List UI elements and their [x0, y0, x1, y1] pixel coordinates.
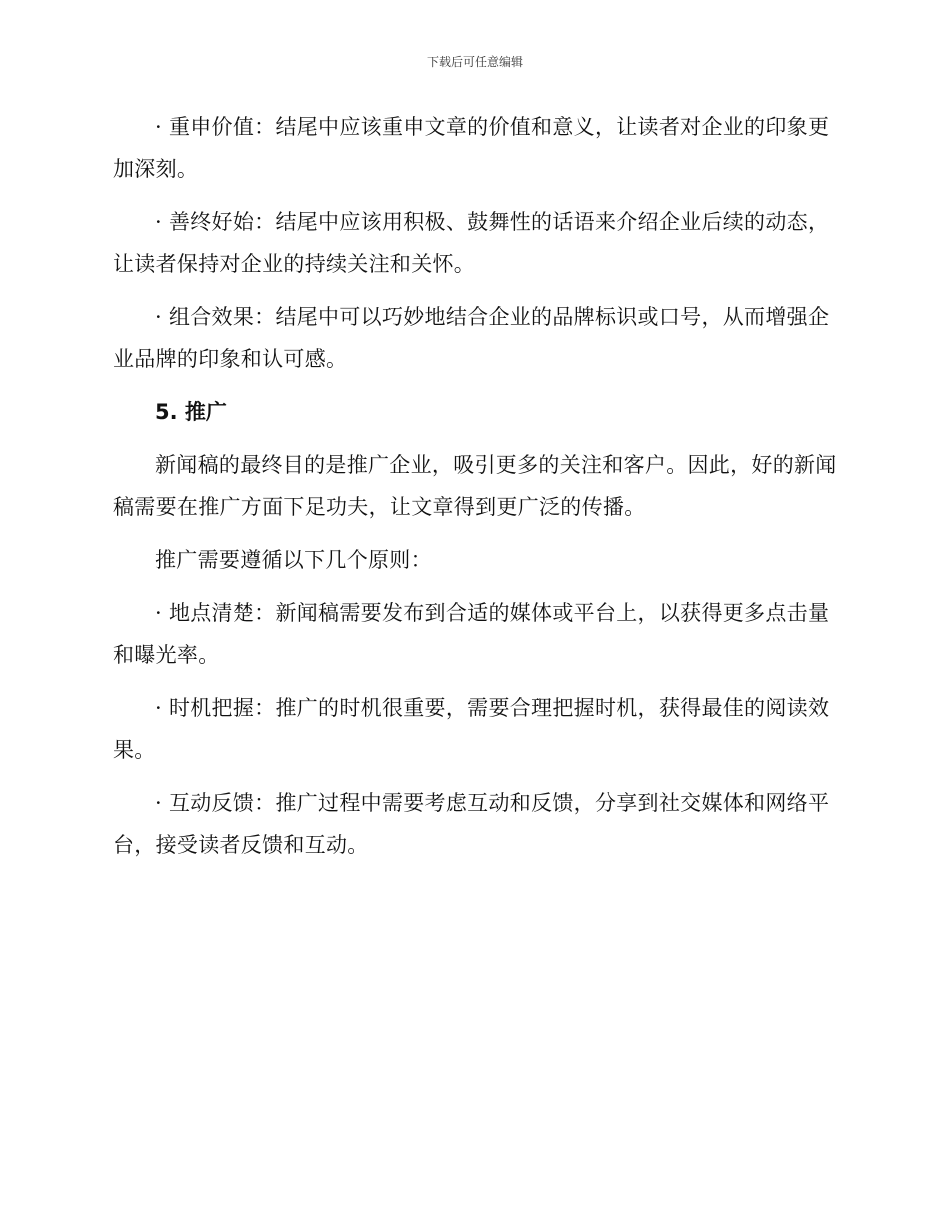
bullet-paragraph-clear-location: · 地点清楚：新闻稿需要发布到合适的媒体或平台上，以获得更多点击量和曝光率。: [113, 601, 830, 667]
paragraph-promotion-intro: 新闻稿的最终目的是推广企业，吸引更多的关注和客户。因此，好的新闻稿需要在推广方面下足功夫，让文章得到更广泛的传播。: [113, 453, 837, 519]
bullet-paragraph-timing: · 时机把握：推广的时机很重要，需要合理把握时机，获得最佳的阅读效果。: [113, 696, 830, 762]
section-heading-promotion: 5. 推广: [155, 400, 227, 424]
paragraph-promotion-principles: 推广需要遵循以下几个原则：: [155, 548, 432, 572]
bullet-paragraph-combined-effect: · 组合效果：结尾中可以巧妙地结合企业的品牌标识或口号，从而增强企业品牌的印象和认可感。: [113, 305, 830, 371]
document-body: [113, 106, 837, 866]
page-header: 下载后可任意编辑: [426, 55, 523, 69]
bullet-paragraph-good-ending: · 善终好始：结尾中应该用积极、鼓舞性的话语来介绍企业后续的动态，让读者保持对企业的持续关注和关怀。: [113, 210, 830, 276]
bullet-paragraph-restate-value: · 重申价值：结尾中应该重申文章的价值和意义，让读者对企业的印象更加深刻。: [113, 115, 830, 181]
bullet-paragraph-interaction-feedback: · 互动反馈：推广过程中需要考虑互动和反馈，分享到社交媒体和网络平台，接受读者反馈和互动。: [113, 791, 830, 857]
